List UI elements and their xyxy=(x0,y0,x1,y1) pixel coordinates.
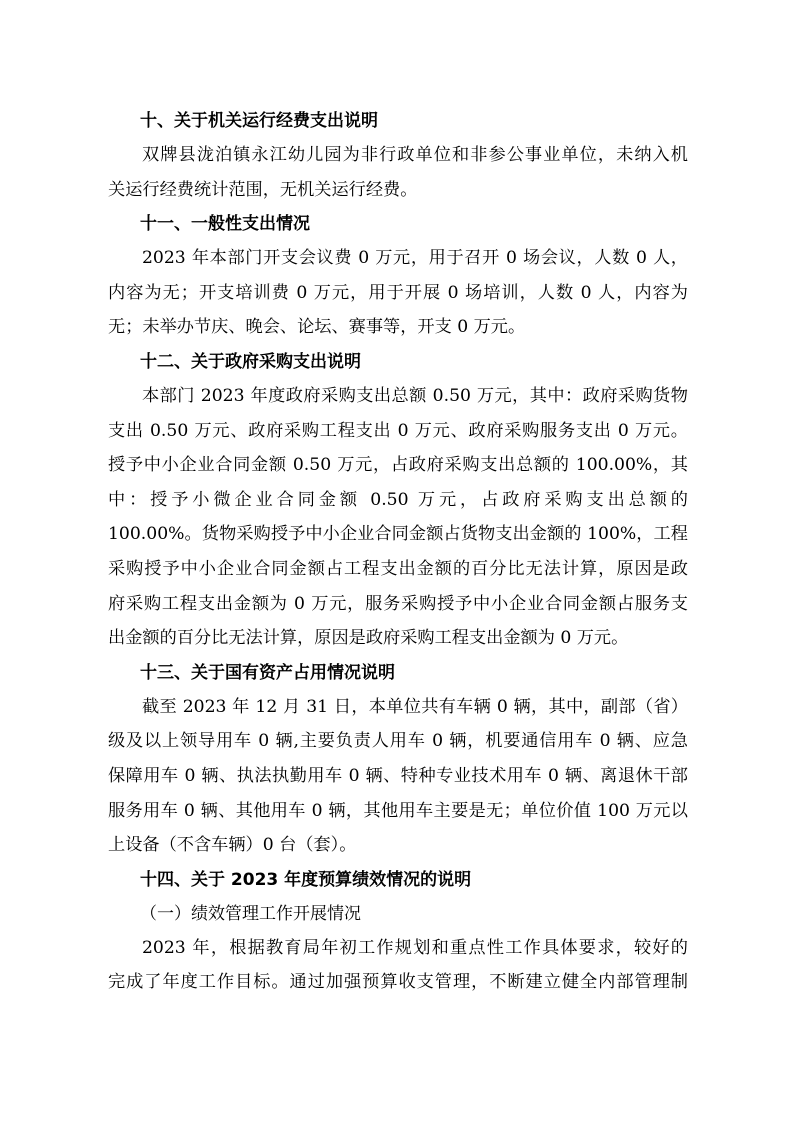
section-12-line-2: 支出 0.50 万元、政府采购工程支出 0 万元、政府采购服务支出 0 万元。 xyxy=(108,420,688,441)
section-12-line-4: 中：授予小微企业合同金额 0.50 万元，占政府采购支出总额的 xyxy=(108,489,688,510)
section-14-heading: 十四、关于 2023 年度预算绩效情况的说明 xyxy=(140,869,472,890)
section-13-body xyxy=(108,690,688,863)
section-13-line-5: 上设备（不含车辆）0 台（套）。 xyxy=(108,835,357,856)
section-10-heading: 十、关于机关运行经费支出说明 xyxy=(140,111,378,131)
section-12-line-5: 100.00%。货物采购授予中小企业合同金额占货物支出金额的 100%，工程 xyxy=(108,524,688,545)
section-11-line-1: 2023 年本部门开支会议费 0 万元，用于召开 0 场会议，人数 0 人， xyxy=(142,248,688,269)
section-12-line-8: 出金额的百分比无法计算，原因是政府采购工程支出金额为 0 万元。 xyxy=(108,628,629,649)
section-12-line-6: 采购授予中小企业合同金额占工程支出金额的百分比无法计算，原因是政 xyxy=(108,558,688,579)
section-10-body xyxy=(108,138,688,207)
section-12-heading: 十二、关于政府采购支出说明 xyxy=(140,351,361,372)
section-12-line-1: 本部门 2023 年度政府采购支出总额 0.50 万元，其中：政府采购货物 xyxy=(142,385,688,406)
section-14-body xyxy=(108,931,688,1000)
section-13-line-2: 级及以上领导用车 0 辆,主要负责人用车 0 辆，机要通信用车 0 辆、应急 xyxy=(108,731,688,752)
section-11-body xyxy=(108,241,688,345)
section-11-heading: 十一、一般性支出情况 xyxy=(140,214,310,235)
section-12-line-3: 授予中小企业合同金额 0.50 万元，占政府采购支出总额的 100.00%，其 xyxy=(108,455,688,476)
section-14-line-1: 2023 年，根据教育局年初工作规划和重点性工作具体要求，较好的 xyxy=(142,937,688,958)
section-10-line-2: 关运行经费统计范围，无机关运行经费。 xyxy=(108,179,418,200)
section-11-line-2: 内容为无；开支培训费 0 万元，用于开展 0 场培训，人数 0 人，内容为 xyxy=(108,282,688,303)
section-14-line-2: 完成了年度工作目标。通过加强预算收支管理，不断建立健全内部管理制 xyxy=(108,972,688,993)
section-11-line-3: 无；未举办节庆、晚会、论坛、赛事等，开支 0 万元。 xyxy=(108,317,526,338)
section-13-heading: 十三、关于国有资产占用情况说明 xyxy=(140,662,395,683)
section-12-body xyxy=(108,379,688,656)
section-14-subheading: （一）绩效管理工作开展情况 xyxy=(140,903,361,924)
section-12-line-7: 府采购工程支出金额为 0 万元，服务采购授予中小企业合同金额占服务支 xyxy=(108,593,688,614)
document-page xyxy=(108,104,688,1000)
section-10-line-1: 双牌县泷泊镇永江幼儿园为非行政单位和非参公事业单位，未纳入机 xyxy=(142,145,688,165)
section-13-line-3: 保障用车 0 辆、执法执勤用车 0 辆、特种专业技术用车 0 辆、离退休干部 xyxy=(108,765,688,786)
section-13-line-4: 服务用车 0 辆、其他用车 0 辆，其他用车主要是无；单位价值 100 万元以 xyxy=(108,800,688,821)
section-13-line-1: 截至 2023 年 12 月 31 日，本单位共有车辆 0 辆，其中，副部（省） xyxy=(142,696,688,717)
